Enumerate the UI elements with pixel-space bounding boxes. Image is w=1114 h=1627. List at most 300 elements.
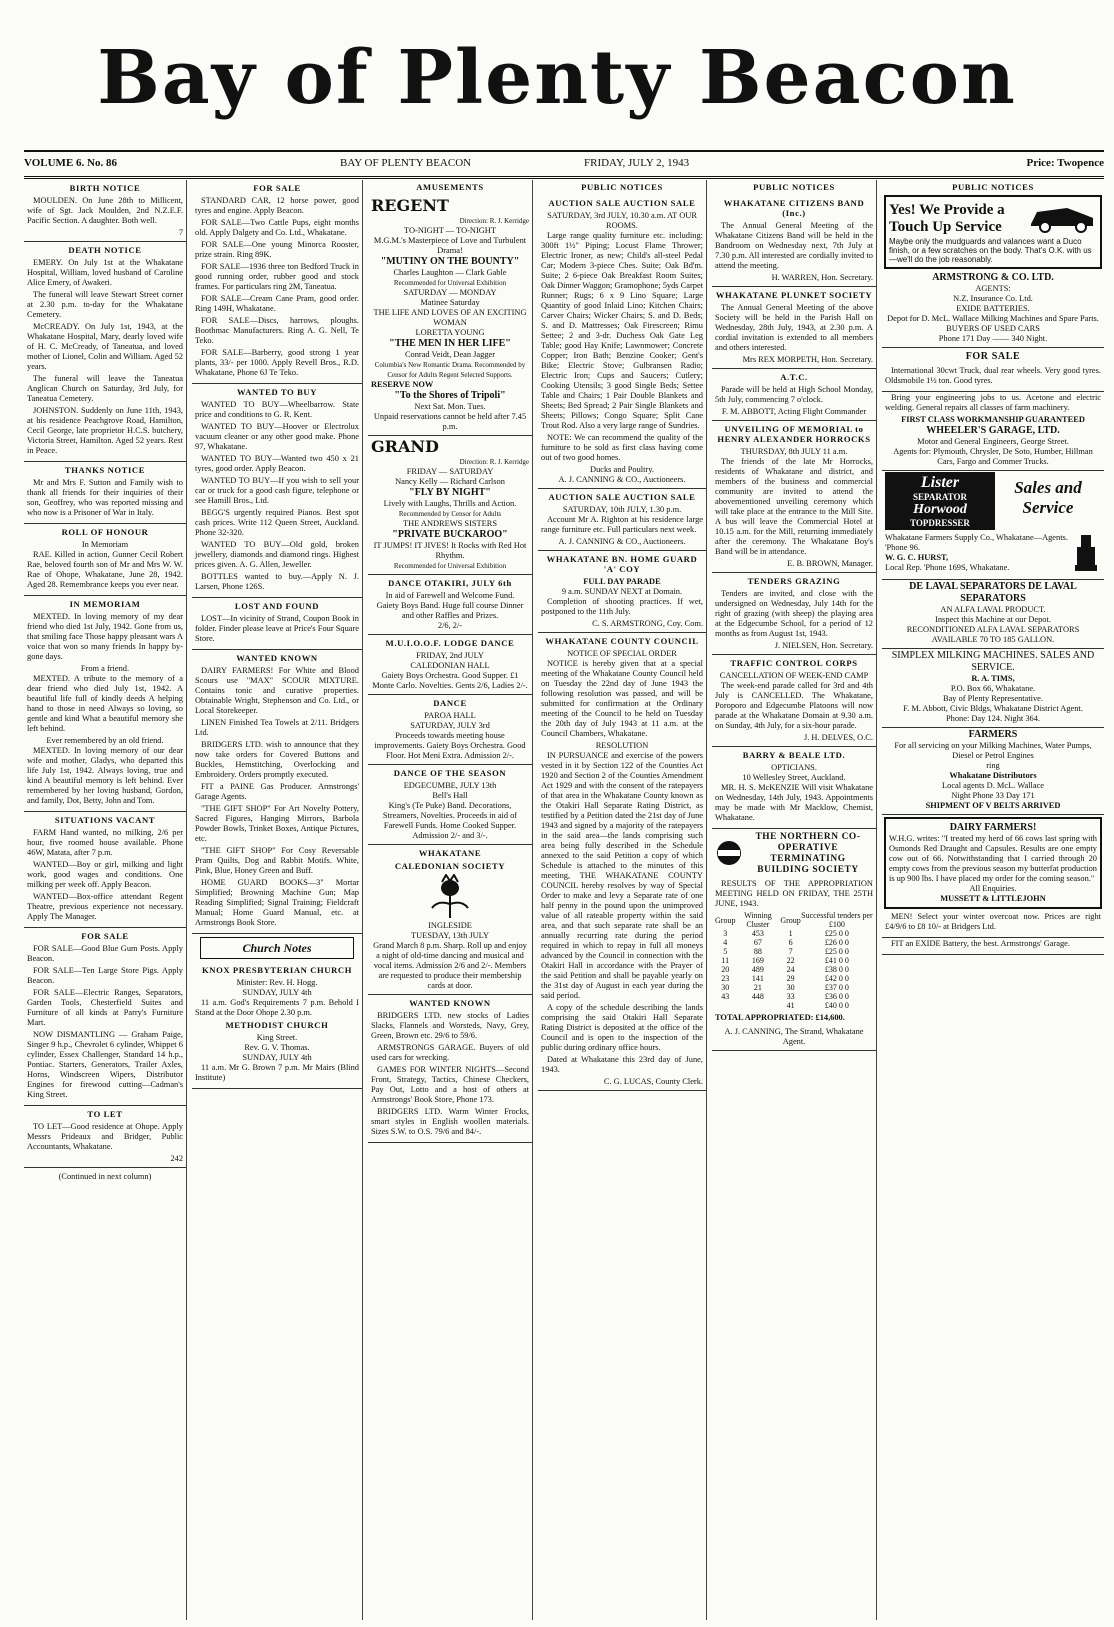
ad-headline: WHEELER'S GARAGE, LTD. xyxy=(926,425,1060,436)
section-heading: WANTED TO BUY xyxy=(236,387,318,397)
film-line: Unpaid reservations cannot be held after 7.45 p.m. xyxy=(373,412,527,431)
total-appropriated: TOTAL APPROPRIATED: £14,600. xyxy=(715,1013,845,1022)
table-header: Winning Cluster xyxy=(744,911,772,929)
notice-line: Ducks and Poultry. xyxy=(590,465,654,474)
film-line: Next Sat. Mon. Tues. xyxy=(414,402,486,411)
table-row xyxy=(715,929,873,938)
film-line: Matinee Saturday xyxy=(420,298,480,307)
to-let-section xyxy=(24,1106,186,1168)
table-cell: 30 xyxy=(721,983,730,992)
ad-line: Bay of Plenty Representative. xyxy=(942,694,1043,703)
column-1 xyxy=(24,180,187,1620)
auction-sale-1 xyxy=(538,195,706,489)
lister-block xyxy=(885,472,995,530)
paper-name: BAY OF PLENTY BEACON xyxy=(340,157,472,169)
notice-text: NOTICE is hereby given that at a special meeting of the Whakatane County Council held on Tuesday the 22nd day of June 1943 the following resolution was passed, and will be submitted for confirmation at the Ordinary meeting of the Council to be held on Tuesday the 20th day of July 1943 at 11 a.m. at the Council Chambers, Whakatane. xyxy=(541,659,703,738)
sales-service-text: Sales and Service xyxy=(1014,478,1082,517)
section-heading: SITUATIONS VACANT xyxy=(54,815,156,825)
table-cell: 3 xyxy=(723,929,728,938)
dance-otakiri xyxy=(368,575,532,635)
film-title: "MUTINY ON THE BOUNTY" xyxy=(380,256,520,267)
section-heading: DANCE OF THE SEASON xyxy=(393,768,507,778)
film-title: "THE MEN IN HER LIFE" xyxy=(389,338,511,349)
volume-number: VOLUME 6. No. 86 xyxy=(24,157,117,169)
classified-ad: FIT a PAINE Gas Producer. Armstrongs' Garage Agents. xyxy=(195,782,359,801)
section-heading: BARRY & BEALE LTD. xyxy=(742,750,846,760)
table-row xyxy=(715,947,873,956)
section-heading: WANTED KNOWN xyxy=(409,998,491,1008)
ad-line: F. M. Abbott, Civic Bldgs, Whakatane District Agent. xyxy=(903,704,1083,713)
table-row xyxy=(715,956,873,965)
society-name: CALEDONIAN SOCIETY xyxy=(394,861,506,871)
table-cell: 448 xyxy=(751,992,764,1001)
film-title: "To the Shores of Tripoli" xyxy=(394,390,506,401)
film-cast: Nancy Kelly — Richard Carlson xyxy=(395,477,505,486)
table-cell: £38 0 0 xyxy=(824,965,849,974)
ad-headline: FARMERS xyxy=(968,729,1018,740)
section-heading: PUBLIC NOTICES xyxy=(753,182,835,192)
notice-text: Parade will be held at High School Monday, 5th July, commencing 7 o'clock. xyxy=(715,385,873,404)
for-sale-section xyxy=(192,180,362,384)
event-line: PAROA HALL xyxy=(424,711,476,720)
notice-text: RESULTS OF THE APPROPRIATION MEETING HELD ON FRIDAY, THE 25TH JUNE, 1943. xyxy=(715,879,873,908)
notice-text: A copy of the schedule describing the lands comprising the said Otakiri Hall Separate Rating District is deposited at the office of the Council and is open to the inspection of the public during ordinary office hours. xyxy=(541,1003,703,1052)
section-heading: DANCE OTAKIRI, JULY 6th xyxy=(388,578,512,588)
film-rating: Recommended by Censor for Adults xyxy=(398,510,502,518)
overcoat-ad xyxy=(882,911,1104,938)
table-cell: 6 xyxy=(788,938,793,947)
event-line: King's (Te Puke) Band. Decorations, Streamers, Novelties. Proceeds in aid of Farewell Funds. Home Cooked Supper. Admission 2/- and 3/-. xyxy=(382,801,518,840)
classified-ad: GAMES FOR WINTER NIGHTS—Second Front, Strategy, Tactics, Chinese Checkers, Pay Out, Lotto and a host of others at Armstrongs' Book Store, Phone 173. xyxy=(371,1065,529,1104)
section-heading: THANKS NOTICE xyxy=(64,465,146,475)
table-cell: 169 xyxy=(751,956,764,965)
ad-body: Maybe only the mudguards and valances want a Duco finish, or a few scratches on the body. That's O.K. with us—we'll do the job reasonably. xyxy=(889,237,1092,264)
section-heading: M.U.I.O.O.F. LODGE DANCE xyxy=(385,638,515,648)
ad-line: Motor and General Engineers, George Street. xyxy=(917,437,1069,446)
lost-and-found-section xyxy=(192,598,362,650)
event-line: Proceeds towards meeting house improvements. Gaiety Boys Orchestra. Good Floor. Hot Meni Extra. Admission 2/-. xyxy=(374,731,526,760)
table-cell: £42 0 0 xyxy=(824,974,849,983)
northern-logo-icon xyxy=(715,839,743,870)
notice-text: RAE. Killed in action, Gunner Cecil Robert Rae, beloved fourth son of Mr and Mrs W. W. Rae of Ohope, Whakatane, June 28, 1942. Aged 28. Remembrance keeps you ever near. xyxy=(27,550,183,589)
table-cell: 41 xyxy=(786,1001,795,1010)
notice-text: MR. H. S. McKENZIE Will visit Whakatane on Wednesday, 14th July, 1943. Appointments may be made with Mr Macklow, Chemist, Whakatane. xyxy=(715,783,873,822)
wanted-to-buy-section xyxy=(192,384,362,598)
film-line: TO-NIGHT — TO-NIGHT xyxy=(404,226,496,235)
notice-text: MEXTED. In loving memory of our dear wife and mother, Gladys, who departed this life July 1st, 1942. Always loving, true and kind A beautiful memory is left behind. Ever remembered by her loving husband, Gordon, and family, Dot, Betty, John and Tom. xyxy=(27,746,183,805)
notice-text: MOULDEN. On June 28th to Millicent, wife of Sgt. Jack Moulden, 2nd N.Z.E.F. Pacific Section. A daughter. Both well. xyxy=(27,196,183,225)
classified-ad: NOW DISMANTLING — Graham Paige, Singer 9 h.p., Chevrolet 6 cylinder, Whippet 6 cylinder, Essex Challenger, Standard 14 h.p., Pontiac. Starters, Generators, Trailer Axles, Horns, Windscreen Wipers, Distributor Engines for firewood cutting—Cadman's King Street. xyxy=(27,1030,183,1099)
tenders-grazing-notice xyxy=(712,573,876,655)
section-heading: AMUSEMENTS xyxy=(416,182,484,192)
ad-line: Whakatane Farmers Supply Co., Whakatane—Agents. 'Phone 96. xyxy=(885,533,1068,552)
ad-line: W. G. C. HURST, xyxy=(885,553,949,562)
theatre-direction: Direction: R. J. Kerridge xyxy=(459,217,529,225)
notice-text: The week-end parade called for 3rd and 4th July is CANCELLED. The Whakatane, Poroporo and Edgecumbe Platoons will now parade at the Whakatane Domain at 9.30 a.m. on Sunday, 4th July, for a six-hour parade. xyxy=(715,681,873,730)
classified-ad: WANTED TO BUY—If you wish to sell your car or truck for a good cash figure, telephone or see Hamill Bros., Ltd. xyxy=(195,476,359,505)
film-line: LORETTA YOUNG xyxy=(415,328,485,337)
ad-line: Depot for D. McL. Wallace Milking Machines and Spare Parts. xyxy=(887,314,1099,323)
notice-text: Completion of shooting practices. If wet, postponed to the 11th July. xyxy=(541,597,703,616)
table-cell: 24 xyxy=(786,965,795,974)
film-rating: Recommended for Universal Exhibition xyxy=(393,562,507,570)
section-heading: A.T.C. xyxy=(780,372,808,382)
classified-ad: WANTED TO BUY—Wanted two 450 x 21 tyres, good order. Apply Beacon. xyxy=(195,454,359,473)
table-cell: 30 xyxy=(786,983,795,992)
classified-ad: FIT an EXIDE Battery, the best. Armstrongs' Garage. xyxy=(891,939,1070,948)
section-heading: TENDERS GRAZING xyxy=(747,576,841,586)
lister-brand: Lister xyxy=(920,474,960,491)
ad-line: BUYERS OF USED CARS xyxy=(946,324,1040,333)
section-heading: PUBLIC NOTICES xyxy=(581,182,663,192)
table-row xyxy=(715,992,873,1001)
classified-ad: "THE GIFT SHOP" For Cosy Reversable Pram Quilts, Dog and Rabbit Motifs. White, Pink, Blue, Honey Green and Buff. xyxy=(195,846,359,875)
classified-ad: DAIRY FARMERS! For White and Blood Scours use "MAX" SCOUR MIXTURE. Contains tonic and curative properties. Obtainable Wright, Stephenson and Co. Ltd., or Local Storekeeper. xyxy=(195,666,359,715)
event-line: SATURDAY, JULY 3rd xyxy=(410,721,490,730)
ad-line: Whakatane Distributors xyxy=(949,771,1037,780)
section-heading: FOR SALE xyxy=(253,183,301,193)
ad-body: W.H.G. writes: "I treated my herd of 66 cows last spring with Osmonds Red Draught and Capsules. Results are one empty cow out of 66. Notwithstanding that I carried through 20 empty cows from the previous season my butterfat production is up 900 lbs. I have placed my order for the coming season." xyxy=(889,834,1097,883)
service-times: 11 a.m. God's Requirements 7 p.m. Behold I Stand at the Door Ohope 2.30 p.m. xyxy=(195,998,359,1017)
death-notice xyxy=(24,242,186,462)
ad-line: Inspect this Machine at our Depot. xyxy=(935,615,1051,624)
film-line: FRIDAY — SATURDAY xyxy=(406,467,494,476)
notice-subheading: NOTICE OF SPECIAL ORDER xyxy=(567,649,677,658)
in-memoriam xyxy=(24,596,186,812)
notice-text: Dated at Whakatane this 23rd day of June, 1943. xyxy=(541,1055,703,1074)
table-header: Group xyxy=(780,915,801,925)
notice-signoff: Mrs REX MORPETH, Hon. Secretary. xyxy=(742,355,873,364)
ad-line: SHIPMENT OF V BELTS ARRIVED xyxy=(925,801,1061,810)
table-cell: 489 xyxy=(751,965,764,974)
ad-line: N.Z. Insurance Co. Ltd. xyxy=(953,294,1033,303)
table-cell: £25 0 0 xyxy=(824,947,849,956)
notice-text: EMERY. On July 1st at the Whakatane Hospital, William, loved husband of Caroline Alice Emery, of Awakeri. xyxy=(27,258,183,287)
table-cell: 29 xyxy=(786,974,795,983)
film-line: THE LIFE AND LOVES OF AN EXCITING WOMAN xyxy=(373,308,527,327)
notice-signoff: A. J. CANNING & CO., Auctioneers. xyxy=(558,537,686,546)
notice-text: MEXTED. In loving memory of my dear friend who died 1st July, 1942. Gone from us, that smiling face Those happy pleasant wars A voice that won so many friends In happy by-gone days. xyxy=(27,612,183,661)
table-cell xyxy=(735,1001,780,1010)
for-sale-section xyxy=(24,928,186,1106)
notice-signoff: A. J. CANNING & CO., Auctioneers. xyxy=(558,475,686,484)
traffic-control-notice xyxy=(712,655,876,747)
film-line: SATURDAY — MONDAY xyxy=(403,288,497,297)
table-cell: 11 xyxy=(721,956,730,965)
film-line: Lively with Laughs, Thrills and Action. xyxy=(383,499,517,508)
notice-text: The funeral will leave Stewart Street corner at 2.30 p.m. to-day for the Whakatane Cemetery. xyxy=(27,290,183,319)
table-cell: 141 xyxy=(751,974,764,983)
church-street: King Street. xyxy=(256,1033,298,1042)
section-heading: DANCE xyxy=(433,698,467,708)
auction-date: SATURDAY, 3rd JULY, 10.30 a.m. AT OUR ROOMS. xyxy=(547,211,697,230)
ad-line: MUSSETT & LITTLEJOHN xyxy=(940,894,1046,903)
classified-ad: LOST—In vicinity of Strand, Coupon Book in folder. Finder please leave at Price's Four Square Store. xyxy=(195,614,359,643)
event-line: Bell's Hall xyxy=(432,791,468,800)
notice-text: Account Mr A. Righton at his residence large range furniture etc. Full particulars next week. xyxy=(541,515,703,534)
ad-line: Agents for: Plymouth, Chrysler, De Soto, Humber, Hillman Cars, Fargo and Commer Trucks. xyxy=(893,447,1093,466)
column-6 xyxy=(882,180,1104,1620)
simplex-ad xyxy=(882,649,1104,728)
section-heading: AUCTION SALE AUCTION SALE xyxy=(548,492,696,502)
section-heading: KNOX PRESBYTERIAN CHURCH xyxy=(201,965,352,975)
notice-subheading: CANCELLATION OF WEEK-END CAMP xyxy=(719,671,869,680)
section-heading: LOST AND FOUND xyxy=(234,601,320,611)
county-council-notice xyxy=(538,633,706,1091)
section-heading: FOR SALE xyxy=(81,931,129,941)
table-header: Group xyxy=(715,915,736,925)
ad-headline: DE LAVAL SEPARATORS DE LAVAL SEPARATORS xyxy=(909,581,1077,604)
ad-line: For all servicing on your Milking Machines, Water Pumps, Diesel or Petrol Engines xyxy=(894,741,1092,760)
classified-ad: STANDARD CAR, 12 horse power, good tyres and engine. Apply Beacon. xyxy=(195,196,359,215)
notice-text: The Annual General Meeting of the above Society will be held in the Parish Hall on Wednesday, 28th July, 1943, at 2.30 p.m. A cordial invitation is extended to all members and others interested. xyxy=(715,303,873,352)
table-cell: 4 xyxy=(723,938,728,947)
ad-line: Phone: Day 124. Night 364. xyxy=(946,714,1040,723)
for-sale-truck-ad xyxy=(882,348,1104,392)
section-heading: DEATH NOTICE xyxy=(68,245,142,255)
thanks-notice xyxy=(24,462,186,524)
classified-ad: WANTED—Box-office attendant Regent Theatre, previous experience not necessary. Apply The Manager. xyxy=(27,892,183,921)
ad-line: RECONDITIONED ALFA LAVAL SEPARATORS AVAILABLE 70 TO 185 GALLON. xyxy=(906,625,1080,644)
roll-of-honour xyxy=(24,524,186,596)
table-cell: 20 xyxy=(721,965,730,974)
classified-ad: FOR SALE—One young Minorca Rooster, prize strain. Ring 89K. xyxy=(195,240,359,259)
auction-date: SATURDAY, 10th JULY, 1.30 p.m. xyxy=(562,505,682,514)
notice-date: THURSDAY, 8th JULY 11 a.m. xyxy=(740,447,848,456)
film-rating: Columbia's New Romantic Drama. Recommended by Censor for Adults Regent Selected Supports. xyxy=(374,361,526,379)
table-cell: 43 xyxy=(721,992,730,1001)
ad-line: All Enquiries. xyxy=(969,884,1017,893)
section-heading: METHODIST CHURCH xyxy=(225,1020,329,1030)
classified-ad: WANTED TO BUY—Old gold, broken jewellery, diamonds and diamond rings. Highest prices given. A. G. Allen, Jeweller. xyxy=(195,540,359,569)
birth-notice xyxy=(24,180,186,242)
lister-text xyxy=(885,533,1071,576)
classified-ad: FOR SALE—1936 three ton Bedford Truck in good running order, rubber good and stock frames. For particulars ring 2M, Taneatua. xyxy=(195,262,359,291)
event-line: TUESDAY, 13th JULY xyxy=(410,931,490,940)
car-icon xyxy=(1027,200,1097,237)
table-cell: £26 0 0 xyxy=(824,938,849,947)
minister: Rev. G. V. Thomas. xyxy=(244,1043,310,1052)
notice-signoff: C. G. LUCAS, County Clerk. xyxy=(603,1077,703,1086)
notice-line: 9 a.m. SUNDAY NEXT at Domain. xyxy=(561,587,683,596)
ad-headline: SIMPLEX MILKING MACHINES. SALES AND SERVICE. xyxy=(891,650,1095,673)
classified-ad: BRIDGERS LTD. new stocks of Ladies Slacks, Flannels and Worsteds, Navy, Grey, Green, Brown etc. 29/6 to 59/6. xyxy=(371,1011,529,1040)
caledonian-society-ad xyxy=(368,845,532,995)
section-heading: IN MEMORIAM xyxy=(69,599,141,609)
issue-date: FRIDAY, JULY 2, 1943 xyxy=(584,157,690,169)
table-cell: £41 0 0 xyxy=(824,956,849,965)
ad-line: Local agents D. McL. Wallace xyxy=(942,781,1044,790)
film-title: "PRIVATE BUCKAROO" xyxy=(392,529,508,540)
notice-signoff: J. NIELSEN, Hon. Secretary. xyxy=(774,641,873,650)
section-heading: WHAKATANE COUNTY COUNCIL xyxy=(545,636,699,646)
classified-ad: FARM Hand wanted, no milking, 2/6 per hour, five roomed house available. Phone 46W, Matata, after 7 p.m. xyxy=(27,828,183,857)
dairy-farmers-ad xyxy=(884,817,1102,909)
column-3 xyxy=(368,180,533,1620)
classified-ad: FOR SALE—Ten Large Store Pigs. Apply Beacon. xyxy=(27,966,183,985)
section-heading: BIRTH NOTICE xyxy=(69,183,141,193)
church-notes-banner: Church Notes xyxy=(200,937,354,959)
section-heading: THE NORTHERN CO-OPERATIVE TERMINATING BUILDING SOCIETY xyxy=(755,832,861,875)
ad-line: P.O. Box 66, Whakatane. xyxy=(950,684,1036,693)
table-cell: 1 xyxy=(788,929,793,938)
separator-machine-icon xyxy=(1071,533,1101,576)
ad-headline: ARMSTRONG & CO. LTD. xyxy=(932,272,1054,283)
film-line: M.G.M.'s Masterpiece of Love and Turbulent Drama! xyxy=(373,236,527,255)
de-laval-ad xyxy=(882,580,1104,649)
event-line: In aid of Farewell and Welcome Fund. xyxy=(385,591,515,600)
table-cell: 453 xyxy=(751,929,764,938)
ad-headline: Yes! We Provide a Touch Up Service xyxy=(889,201,1005,235)
event-price: 2/6, 2/- xyxy=(437,621,463,630)
table-cell xyxy=(715,1001,735,1010)
film-line: RESERVE NOW xyxy=(371,380,434,389)
ad-line: AN ALFA LAVAL PRODUCT. xyxy=(940,605,1046,614)
masthead-title: Bay of Plenty Beacon xyxy=(97,35,1017,121)
columns xyxy=(24,180,1106,1620)
knox-church-notice xyxy=(192,962,362,1089)
theatre-direction: Direction: R. J. Kerridge xyxy=(459,458,529,466)
service-day: SUNDAY, JULY 4th xyxy=(242,1053,312,1062)
table-cell: 21 xyxy=(753,983,762,992)
classified-ad: ARMSTRONGS GARAGE. Buyers of old used cars for wrecking. xyxy=(371,1043,529,1062)
table-cell: 88 xyxy=(753,947,762,956)
home-guard-notice xyxy=(538,551,706,633)
lister-line: SEPARATOR xyxy=(912,492,967,502)
section-heading: FOR SALE xyxy=(965,351,1021,362)
dateline xyxy=(24,150,1104,179)
lister-line: TOPDRESSER xyxy=(910,518,970,528)
exide-ad xyxy=(882,938,1104,955)
notice-subheading: RESOLUTION xyxy=(595,741,649,750)
event-line: Gaiety Boys Orchestra. Good Supper. £1 Monte Carlo. Novelties. Gents 2/6, Ladies 2/-. xyxy=(372,671,528,690)
classified-ad: BRIDGERS LTD. Warm Winter Frocks, smart styles in English woollen materials. Sizes S.W. to O.S. 79/6 and 84/-. xyxy=(371,1107,529,1136)
section-heading: TO LET xyxy=(87,1109,123,1119)
notice-text: The funeral will leave the Taneatua Anglican Church on Saturday, 3rd July, for Taneatua Cemetery. xyxy=(27,374,183,403)
ad-line: Bring your engineering jobs to us. Acetone and electric welding. General repairs all classes of farm machinery. xyxy=(885,393,1101,412)
ad-line: ring xyxy=(986,761,1000,770)
column-5 xyxy=(712,180,877,1620)
film-rating: Recommended for Universal Exhibition xyxy=(393,279,507,287)
table-cell: 23 xyxy=(721,974,730,983)
ad-line: FIRST CLASS WORKMANSHIP GUARANTEED xyxy=(901,415,1085,424)
notice-number: 242 xyxy=(170,1154,183,1163)
masthead xyxy=(0,8,1114,148)
notice-signoff: F. M. ABBOTT, Acting Flight Commander xyxy=(721,407,867,416)
notice-signoff: Ever remembered by an old friend. xyxy=(46,736,164,745)
classified-ad: FOR SALE—Discs, harrows, ploughs. Boothmac Manufacturers. Ring A. G. Nell, Te Teko. xyxy=(195,316,359,345)
lister-brand: Horwood xyxy=(913,502,967,517)
table-cell: £37 0 0 xyxy=(824,983,849,992)
minister: Minister: Rev. H. Hogg. xyxy=(236,978,318,987)
classified-ad: FOR SALE—Good Blue Gum Posts. Apply Beacon. xyxy=(27,944,183,963)
table-row xyxy=(715,983,873,992)
classified-ad: WANTED—Boy or girl, milking and light work, good wages and conditions. One milking per week off. Apply Beacon. xyxy=(27,860,183,889)
northern-coop-notice xyxy=(712,829,876,1051)
continued-note: (Continued in next column) xyxy=(58,1172,152,1181)
season-dance xyxy=(368,765,532,845)
classified-ad: TO LET—Good residence at Ohope. Apply Messrs Prideaux and Bridger, Public Accountants, Whakatane. xyxy=(27,1122,183,1151)
table-cell: 22 xyxy=(786,956,795,965)
film-cast: Charles Laughton — Clark Gable xyxy=(393,268,507,277)
grand-theatre-ad xyxy=(368,436,532,575)
touch-up-service-ad xyxy=(884,195,1102,269)
theatre-name: REGENT xyxy=(371,196,449,215)
service-times: 11 a.m. Mr G. Brown 7 p.m. Mr Mairs (Blind Institute) xyxy=(195,1063,359,1082)
ad-line: EXIDE BATTERIES. xyxy=(956,304,1030,313)
event-line: Gaiety Boys Band. Huge full course Dinner and other Raffles and Prizes. xyxy=(376,601,524,620)
notice-text: IN PURSUANCE and exercise of the powers vested in it by Section 122 of the Counties Act 1920 and Section 2 of the Counties Amendment Act 1929 and with the consent of the ratepayers of that area in the Whakatane County known as the Otakiri Hall Separate Rating District, as testified by a Petition dated the 21st day of June 1943 and signed by a majority of the ratepayers in the said area—the lands comprising such area being fully described in the Schedule annexed to the said Petition a copy of which Schedule is attached to the minutes of this meeting, THE WHAKATANE COUNTY COUNCIL hereby resolves by way of Special Order to make and levy a Separate rate of one half penny in the pound upon the unimproved value of all rateable property within the said area, and that such separate rate shall be an annually recurring rate during the period required in which to repay in full all moneys advanced by the Council in connection with the Otakiri Hall in accordance with the Prayer of the said Petition and shall be payable yearly on the 31st day of August in each year during the said period. xyxy=(541,751,703,1000)
notice-line: FULL DAY PARADE xyxy=(583,577,661,586)
event-line: FRIDAY, 2nd JULY xyxy=(416,651,484,660)
film-line: IT JUMPS! IT JIVES! It Rocks with Red Hot Rhythm. xyxy=(373,541,527,560)
section-heading: TRAFFIC CONTROL CORPS xyxy=(730,658,858,668)
ad-line: Phone 171 Day —— 340 Night. xyxy=(938,334,1048,343)
notice-signoff: C. S. ARMSTRONG, Coy. Com. xyxy=(592,619,703,628)
section-heading: WHAKATANE CITIZENS BAND (Inc.) xyxy=(723,198,865,218)
classified-ad: FOR SALE—Two Cattle Pups, eight months old. Apply Dalgety and Co. Ltd., Whakatane. xyxy=(195,218,359,237)
paroa-dance xyxy=(368,695,532,765)
table-cell: 33 xyxy=(786,992,795,1001)
notice-signoff: E. B. BROWN, Manager. xyxy=(787,559,873,568)
section-heading: WHAKATANE xyxy=(418,848,482,858)
notice-text: Tenders are invited, and close with the undersigned on Wednesday, July 14th for the right of grazing (with sheep) the playing area at the Edgecumbe School, for a period of 12 months as from August 1st, 1943. xyxy=(715,589,873,638)
citizens-band-notice xyxy=(712,195,876,287)
classified-ad: MEN! Select your winter overcoat now. Prices are right £4/9/6 to £8 10/- at Bridgers Ltd. xyxy=(885,912,1101,931)
table-cell: 67 xyxy=(753,938,762,947)
notice-signoff: A. J. CANNING, The Strand, Whakatane Agent. xyxy=(724,1027,864,1046)
notice-text: The friends of the late Mr Horrocks, residents of Whakatane and district, and members of the business and commercial community are invited to attend the abovementioned unveiling ceremony which will take place at the entrance to the Mill Site. A bus will leave the Commercial Hotel at 10.15 a.m. for the Mill, returning immediately after the ceremony. The Whakatane Boy's Band will be in attendance. xyxy=(715,457,873,556)
classified-ad: International 30cwt Truck, dual rear wheels. Very good tyres. Oldsmobile 1½ ton. Good tyres. xyxy=(885,366,1101,385)
atc-notice xyxy=(712,369,876,421)
touch-up-header xyxy=(889,200,1097,237)
classified-ad: HOME GUARD BOOKS—3" Mortar Simplified; Browning Machine Gun; Map Reading Simplified; Signal Training; Fieldcraft Manual; Home Guard Manual, etc. at Armstrongs Book Store. xyxy=(195,878,359,927)
lister-ad xyxy=(882,471,1104,580)
thistle-icon xyxy=(371,874,529,921)
notice-signoff: H. WARREN, Hon. Secretary. xyxy=(771,273,873,282)
classified-ad: BRIDGERS LTD. wish to announce that they now take orders for Covered Buttons and Buckles, Hemstitching, Overlocking and Embroidery. Orders promptly executed. xyxy=(195,740,359,779)
column-2 xyxy=(192,180,363,1620)
farmers-ad xyxy=(882,728,1104,815)
event-line: Grand March 8 p.m. Sharp. Roll up and enjoy a night of old-time dancing and musical and vocal items. Admission 2/6 and 2/-. Members are requested to produce their membership cards at door. xyxy=(373,941,527,990)
table-cell: £25 0 0 xyxy=(824,929,849,938)
service-day: SUNDAY, JULY 4th xyxy=(242,988,312,997)
classified-ad: LINEN Finished Tea Towels at 2/11. Bridgers Ltd. xyxy=(195,718,359,737)
lister-details xyxy=(885,533,1101,576)
event-line: CALEDONIAN HALL xyxy=(410,661,490,670)
table-cell: £40 0 0 xyxy=(824,1001,849,1010)
classified-ad: BEGG'S urgently required Pianos. Best spot cash prices. Write 112 Queen Street, Auckland. Phone 32-320. xyxy=(195,508,359,537)
table-header: Successful tenders per £100 xyxy=(801,911,873,929)
notice-text: Large range quality furniture etc. including: 300ft 1½" Piping; Locust Flame Thrower; Electric Ironer, as new; Child's all-steel Pedal Car; Modern 3-piece Ches. Suite; Oak Bd'm. Suite; 2 6-piece Oak Breakfast Room Suites; Oak Dinner Waggon; Gramophone; 5yds Carpet Runner; Rugs; 6 x 9 Lino Square; Large Quantity of good Inlaid Lino; Kitchen Chairs; Carver Chairs; Wicker Chairs; S. and D. Beds; S. and D. Mattresses; Oak Firescreen; Rimu Settee; 2 and 3-dr. Duchess Oak Gate Leg Table; good Hay Knife; Lawnmower; Concrete Copper; Iron Bath; Benzine Cooker; Gent's Bike; Electric Stove; Gulbransen Radio; Electric Iron; Cups and Saucers; Cutlery; Cooking Utensils; 3 good Single Beds; Settee Table and Chairs; 1 Pair Double Blankets and Sheets; Bed Spread; 2 Pair Single Blankets and Sheets; Pillows; Congo Square; Split Cane Trout Rod. Also a very large range of Sundries. xyxy=(541,231,703,430)
auction-sale-2 xyxy=(538,489,706,551)
classified-ad: FOR SALE—Barberry, good strong 1 year plants, 33/- per 1000. Apply Revell Bros., R.D. Whakatane, Phone 6J Te Teko. xyxy=(195,348,359,377)
classified-ad: FOR SALE—Electric Ranges, Separators, Garden Tools, Chesterfield Suites and Furniture of all kinds at Parry's Furniture Mart. xyxy=(27,988,183,1027)
wanted-known-section xyxy=(368,995,532,1143)
section-heading: PUBLIC NOTICES xyxy=(952,182,1034,192)
barry-beale-ad xyxy=(712,747,876,829)
regent-theatre-ad xyxy=(368,195,532,436)
results-table xyxy=(715,911,873,1010)
notice-number: 7 xyxy=(178,228,183,237)
price: Price: Twopence xyxy=(1026,157,1104,169)
notice-text: McCREADY. On July 1st, 1943, at the Whakatane Hospital, Mary, dearly loved wife of H. C. McCready, of Taneatua, and loved mother of Lionel, Colin and William. Aged 52 years. xyxy=(27,322,183,371)
section-heading: WHAKATANE PLUNKET SOCIETY xyxy=(715,290,873,300)
table-row xyxy=(715,938,873,947)
ad-line: Local Rep. 'Phone 169S, Whakatane. xyxy=(885,563,1010,572)
notice-signoff: From a friend. xyxy=(80,664,130,673)
section-heading: AUCTION SALE AUCTION SALE xyxy=(548,198,696,208)
